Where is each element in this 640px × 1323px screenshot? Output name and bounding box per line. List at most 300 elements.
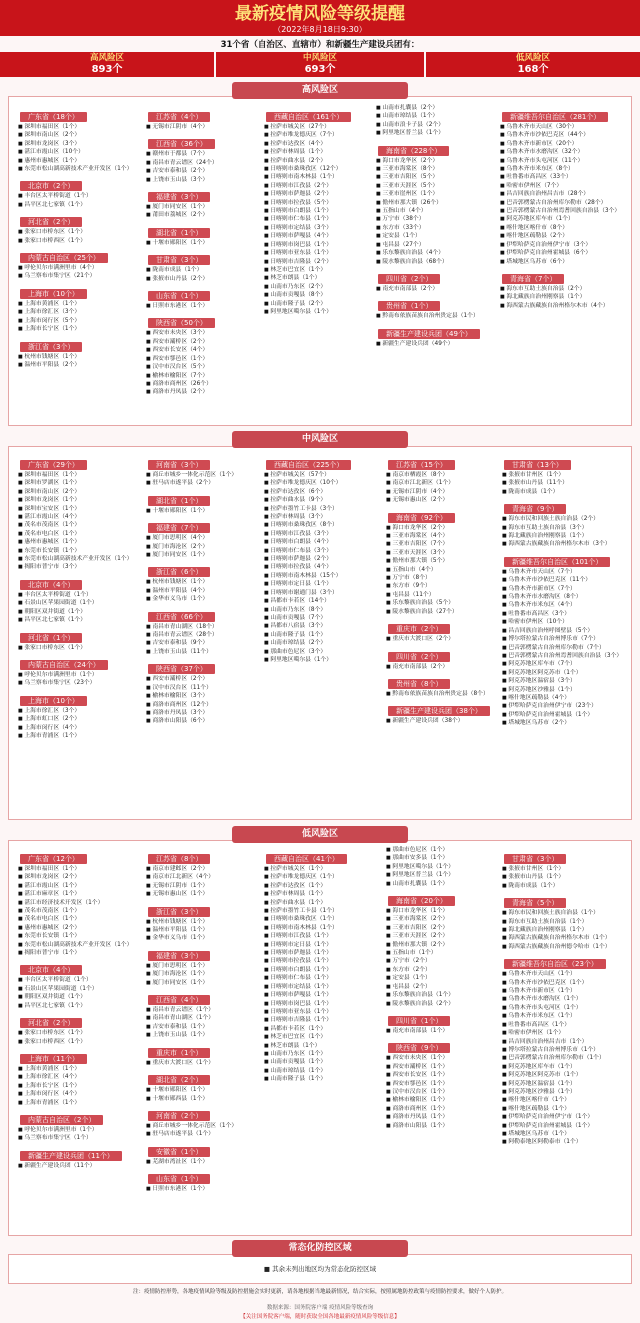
area-item: ■ 石景山区苹果园街道（1个） [16, 599, 140, 607]
area-item: ■ 日喀则市定结县（3个） [262, 224, 372, 232]
area-item: ■ 上饶市玉山县（1个） [144, 1031, 260, 1039]
area-item: ■ 日喀则市江孜县（2个） [262, 182, 372, 190]
province-label: 江苏省（8个） [148, 854, 210, 864]
area-item: ■ 三亚市海棠区（8个） [374, 165, 494, 173]
area-item: ■ 南昌市青山湖区（18个） [144, 623, 260, 631]
area-item: ■ 乐东黎族自治县（4个） [374, 249, 494, 257]
area-item: ■ 无锡市江阴市（4个） [384, 488, 498, 496]
area-item: ■ 拉萨市曲水县（9个） [262, 496, 382, 504]
area-item: ■ 昌平区北七家镇（1个） [16, 616, 140, 624]
area-item: ■ 茂名市电白区（1个） [16, 530, 140, 538]
area-item: ■ 南充市南部县（2个） [374, 285, 494, 293]
area-item: ■ 杭州市钱塘区（1个） [16, 353, 140, 361]
area-item: ■ 西安市鄠邑区（1个） [384, 1080, 498, 1088]
area-item: ■ 上海市黄浦区（1个） [16, 300, 140, 308]
area-item: ■ 那曲市安多县（1个） [384, 854, 498, 862]
count-value: 168个 [517, 64, 549, 75]
count-low [426, 52, 640, 77]
area-item: ■ 三亚市天涯区（2个） [384, 932, 498, 940]
medium-col-5 [500, 452, 628, 816]
province-label: 海南省（228个） [378, 146, 449, 156]
area-item: ■ 乌鲁木齐市水磨沟区（32个） [498, 148, 628, 156]
province-label: 贵州省（1个） [378, 301, 440, 311]
area-item: ■ 无锡市惠山区（1个） [144, 890, 260, 898]
area-item: ■ 林芝市朗县（1个） [262, 1042, 382, 1050]
area-item: ■ 吉安市泰和县（2个） [144, 167, 260, 175]
province-label: 福建省（3个） [148, 951, 210, 961]
high-col-2 [144, 104, 260, 422]
area-item: ■ 日喀则市桑珠孜区（8个） [262, 521, 382, 529]
area-item: ■ 榆林市榆阳区（7个） [144, 372, 260, 380]
area-item: ■ 日喀则市仁布县（1个） [262, 215, 372, 223]
area-item: ■ 商丘市城乡一体化示范区（1个） [144, 471, 260, 479]
area-item: ■ 深圳市龙岗区（1个） [16, 496, 140, 504]
province-label: 新疆维吾尔自治区（281个） [502, 112, 608, 122]
medium-risk-band: 中风险区 [232, 431, 408, 448]
area-item: ■ 西安市未央区（3个） [144, 329, 260, 337]
area-item: ■ 日照市东港区（1个） [144, 1185, 260, 1193]
area-item: ■ 无锡市江阴市（1个） [144, 882, 260, 890]
area-item: ■ 张掖市甘州区（1个） [500, 471, 628, 479]
medium-col-1 [16, 452, 140, 816]
area-item: ■ 西安市灞桥区（1个） [384, 1063, 498, 1071]
high-col-3 [262, 104, 372, 422]
area-item: ■ 乌兰察布市集宁区（23个） [16, 679, 140, 687]
area-item: ■ 海西蒙古族藏族自治州格尔木市（4个） [498, 302, 628, 310]
area-item: ■ 拉萨市林周县（3个） [262, 513, 382, 521]
area-item: ■ 上海市闵行区（4个） [16, 1090, 140, 1098]
area-item: ■ 朝阳区双井街道（1个） [16, 608, 140, 616]
area-item: ■ 阿克苏地区温宿县（3个） [500, 677, 628, 685]
area-item: ■ 日喀则市萨迦县（1个） [262, 949, 382, 957]
low-col-4 [384, 846, 498, 1232]
area-item: ■ 乌鲁木齐市米东区（4个） [500, 601, 628, 609]
count-high [0, 52, 214, 77]
area-item: ■ 陇南市成县（1个） [500, 882, 628, 890]
area-item: ■ 上饶市玉山县（3个） [144, 176, 260, 184]
province-label: 河北省（1个） [20, 633, 82, 643]
province-label: 新疆生产建设兵团（38个） [388, 706, 490, 716]
province-label: 江苏省（15个） [388, 460, 455, 470]
province-label: 内蒙古自治区（2个） [20, 1115, 103, 1125]
province-label: 河南省（3个） [148, 460, 210, 470]
area-item: ■ 伊犁哈萨克自治州霍城县（1个） [500, 711, 628, 719]
province-label: 北京市（4个） [20, 580, 82, 590]
province-label: 河北省（2个） [20, 217, 82, 227]
area-item: ■ 日喀则市江孜县（3个） [262, 530, 382, 538]
province-label: 浙江省（6个） [148, 567, 210, 577]
area-item: ■ 上海市徐汇区（3个） [16, 308, 140, 316]
area-item: ■ 拉萨市达孜区（6个） [262, 488, 382, 496]
area-item: ■ 定安县（1个） [374, 232, 494, 240]
area-item: ■ 南昌市青云谱区（24个） [144, 159, 260, 167]
province-label: 湖北省（2个） [148, 1075, 210, 1085]
area-item: ■ 日喀则市白朗县（4个） [262, 538, 382, 546]
area-item: ■ 杭州市钱塘区（1个） [144, 918, 260, 926]
count-value: 893个 [91, 64, 123, 75]
province-label: 江苏省（4个） [148, 112, 210, 122]
area-item: ■ 拉萨市城关区（57个） [262, 471, 382, 479]
province-label: 新疆维吾尔自治区（101个） [504, 557, 610, 567]
area-item: ■ 阿里地区噶尔县（1个） [262, 656, 382, 664]
province-label: 上海市（11个） [20, 1054, 87, 1064]
area-item: ■ 十堰市郧西县（1个） [144, 1095, 260, 1103]
area-item: ■ 上海市闵行区（5个） [16, 317, 140, 325]
area-item: ■ 海西蒙古族藏族自治州德令哈市（1个） [500, 943, 628, 951]
area-item: ■ 南昌市青云谱区（1个） [144, 1006, 260, 1014]
area-item: ■ 南充市南部县（2个） [384, 663, 498, 671]
province-label: 浙江省（3个） [20, 342, 82, 352]
area-item: ■ 厦门市思明区（1个） [144, 962, 260, 970]
area-item: ■ 温州市平阳县（1个） [144, 926, 260, 934]
area-item: ■ 丰台区太平桥街道（1个） [16, 591, 140, 599]
area-item: ■ 屯昌县（27个） [374, 241, 494, 249]
area-item: ■ 海口市龙华区（1个） [384, 907, 498, 915]
area-item: ■ 上海市徐汇区（4个） [16, 1073, 140, 1081]
area-item: ■ 深圳市罗湖区（1个） [16, 479, 140, 487]
area-item: ■ 深圳市龙岗区（2个） [16, 873, 140, 881]
summary-line: 31个省（自治区、直辖市）和新疆生产建设兵团有： [220, 40, 420, 50]
area-item: ■ 山南市乃东区（2个） [262, 283, 372, 291]
count-label: 低风险区 [515, 53, 550, 63]
area-item: ■ 乌鲁木齐市头屯河区（1个） [500, 1004, 628, 1012]
area-item: ■ 东方市（9个） [384, 582, 498, 590]
area-item: ■ 海东市民和回族土族自治县（2个） [500, 515, 628, 523]
area-item: ■ 日喀则市仁布县（1个） [262, 974, 382, 982]
area-item: ■ 上海市长宁区（1个） [16, 1082, 140, 1090]
area-item: ■ 深圳市宝安区（1个） [16, 505, 140, 513]
area-item: ■ 哈密市伊州区（1个） [500, 1029, 628, 1037]
province-label: 青海省（7个） [502, 274, 564, 284]
area-item: ■ 拉萨市墨竹工卡县（3个） [262, 505, 382, 513]
area-item: ■ 三亚市吉阳区（2个） [384, 924, 498, 932]
medium-col-2 [144, 452, 260, 816]
area-item: ■ 日照市东港区（1个） [144, 302, 260, 310]
province-label: 甘肃省（3个） [148, 255, 210, 265]
area-item: ■ 日喀则市江孜县（1个） [262, 932, 382, 940]
area-item: ■ 昌平区北七家镇（1个） [16, 201, 140, 209]
area-item: ■ 莆田市荔城区（2个） [144, 211, 260, 219]
area-item: ■ 湛江市霞山区（1个） [16, 882, 140, 890]
area-item: ■ 昌平区北七家镇（1个） [16, 1002, 140, 1010]
area-item: ■ 昌都市卡若区（1个） [262, 1025, 382, 1033]
low-col-3 [262, 846, 382, 1232]
area-item: ■ 日喀则市亚东县（1个） [262, 249, 372, 257]
area-item: ■ 商洛市商州区（12个） [144, 701, 260, 709]
area-item: ■ 阿克苏地区阿克苏市（1个） [500, 1071, 628, 1079]
area-item: ■ 商洛市丹凤县（1个） [384, 1113, 498, 1121]
low-col-1 [16, 846, 140, 1232]
high-col-1 [16, 104, 140, 422]
area-item: ■ 深圳市福田区（1个） [16, 471, 140, 479]
area-item: ■ 乌鲁木齐市米东区（8个） [498, 165, 628, 173]
area-item: ■ 南京市江北新区（4个） [144, 873, 260, 881]
area-item: ■ 乌鲁木齐市沙依巴克区（44个） [498, 131, 628, 139]
area-item: ■ 南京市江北新区（1个） [384, 479, 498, 487]
low-col-2 [144, 846, 260, 1232]
medium-col-4 [384, 452, 498, 816]
area-item: ■ 三亚市吉阳区（7个） [384, 540, 498, 548]
area-item: ■ 日喀则市拉孜县（5个） [262, 199, 372, 207]
area-item: ■ 湛江市霞山区（4个） [16, 513, 140, 521]
area-item: ■ 伊犁哈萨克自治州霍城县（1个） [500, 1122, 628, 1130]
province-label: 广东省（18个） [20, 112, 87, 122]
province-label: 福建省（3个） [148, 192, 210, 202]
area-item: ■ 朝阳区双井街道（1个） [16, 993, 140, 1001]
count-label: 高风险区 [89, 53, 124, 63]
area-item: ■ 新疆生产建设兵团（38个） [384, 717, 498, 725]
province-label: 广东省（29个） [20, 460, 87, 470]
area-item: ■ 吉安市泰和县（1个） [144, 1023, 260, 1031]
area-item: ■ 乌鲁木齐市米东区（1个） [500, 1012, 628, 1020]
area-item: ■ 东莞市松山湖高新技术产业开发区（1个） [16, 555, 140, 563]
area-item: ■ 那曲市色尼区（3个） [262, 648, 382, 656]
area-item: ■ 吐鲁番市高昌区（3个） [500, 610, 628, 618]
area-item: ■ 茂名市茂南区（1个） [16, 907, 140, 915]
area-item: ■ 东莞市松山湖高新技术产业开发区（1个） [16, 941, 140, 949]
area-item: ■ 张掖市山丹县（1个） [500, 873, 628, 881]
area-item: ■ 上海市黄浦区（1个） [16, 1065, 140, 1073]
area-item: ■ 商丘市城乡一体化示范区（1个） [144, 1122, 260, 1130]
province-label: 青海省（5个） [504, 898, 566, 908]
area-item: ■ 阿里地区普兰县（1个） [374, 129, 494, 137]
area-item: ■ 乐东黎族自治县（5个） [384, 599, 498, 607]
area-item: ■ 三亚市海棠区（2个） [384, 915, 498, 923]
area-item: ■ 呼伦贝尔市满洲里市（4个） [16, 264, 140, 272]
area-item: ■ 儋州市那大镇（2个） [384, 941, 498, 949]
area-item: ■ 上海市闵行区（4个） [16, 724, 140, 732]
province-label: 山东省（1个） [148, 291, 210, 301]
area-item: ■ 海口市龙华区（2个） [374, 157, 494, 165]
area-item: ■ 林芝市巴宜区（1个） [262, 1033, 382, 1041]
area-item: ■ 湛江市霞山区（10个） [16, 148, 140, 156]
province-label: 安徽省（1个） [148, 1147, 210, 1157]
area-item: ■ 日喀则市定日县（1个） [262, 580, 382, 588]
area-item: ■ 陵水黎族自治县（68个） [374, 258, 494, 266]
area-item: ■ 陇南市成县（1个） [500, 488, 628, 496]
area-item: ■ 山南市隆子县（1个） [262, 1075, 382, 1083]
area-item: ■ 日喀则市萨迦县（2个） [262, 190, 372, 198]
province-label: 山东省（1个） [148, 1174, 210, 1184]
area-item: ■ 商洛市山阳县（6个） [144, 717, 260, 725]
area-item: ■ 茂名市电白区（1个） [16, 915, 140, 923]
area-item: ■ 东方市（33个） [374, 224, 494, 232]
area-item: ■ 三亚市天涯区（5个） [374, 182, 494, 190]
province-label: 浙江省（3个） [148, 907, 210, 917]
area-item: ■ 山南市乃东区（8个） [262, 606, 382, 614]
area-item: ■ 山南市隆子县（1个） [262, 631, 382, 639]
area-item: ■ 南昌市青山湖区（1个） [144, 1014, 260, 1022]
area-item: ■ 拉萨市墨竹工卡县（1个） [262, 907, 382, 915]
area-item: ■ 厦门市同安区（1个） [144, 203, 260, 211]
area-item: ■ 屯昌县（2个） [384, 983, 498, 991]
area-item: ■ 日喀则市仁布县（3个） [262, 547, 382, 555]
province-label: 上海市（10个） [20, 289, 87, 299]
area-item: ■ 林芝市朗县（1个） [262, 274, 372, 282]
area-item: ■ 上海市青浦区（1个） [16, 732, 140, 740]
area-item: ■ 三亚市吉阳区（5个） [374, 173, 494, 181]
area-item: ■ 西安市长安区（4个） [144, 346, 260, 354]
area-item: ■ 乌鲁木齐市头屯河区（11个） [498, 157, 628, 165]
area-item: ■ 万宁市（38个） [374, 215, 494, 223]
area-item: ■ 山南市扎囊县（1个） [384, 880, 498, 888]
area-item: ■ 西安市未央区（1个） [384, 1054, 498, 1062]
area-item: ■ 拉萨市堆龙德庆区（7个） [262, 131, 372, 139]
area-item: ■ 杭州市钱塘区（1个） [144, 578, 260, 586]
area-item: ■ 上海市青浦区（1个） [16, 1099, 140, 1107]
area-item: ■ 拉萨市城关区（1个） [262, 865, 382, 873]
area-item: ■ 万宁市（2个） [384, 957, 498, 965]
area-item: ■ 昌吉回族自治州昌吉市（1个） [500, 1038, 628, 1046]
area-item: ■ 乌鲁木齐市水磨沟区（8个） [500, 593, 628, 601]
area-item: ■ 日喀则市南木林县（1个） [262, 173, 372, 181]
area-item: ■ 山南市琼结县（1个） [374, 112, 494, 120]
province-label: 西藏自治区（41个） [266, 854, 347, 864]
normal-band: 常态化防控区域 [232, 1240, 408, 1257]
area-item: ■ 乌鲁木齐市新市区（7个） [500, 585, 628, 593]
count-medium [216, 52, 424, 77]
province-label: 北京市（2个） [20, 181, 82, 191]
area-item: ■ 石景山区苹果园街道（1个） [16, 985, 140, 993]
area-item: ■ 昌都市卡若区（14个） [262, 597, 382, 605]
area-item: ■ 陇南市成县（1个） [144, 266, 260, 274]
area-item: ■ 东莞市松山湖高新技术产业开发区（1个） [16, 165, 140, 173]
area-item: ■ 商洛市商州区（26个） [144, 380, 260, 388]
area-item: ■ 山南市隆子县（2个） [262, 300, 372, 308]
area-item: ■ 乌鲁木齐市新市区（1个） [500, 987, 628, 995]
province-label: 湖北省（1个） [148, 496, 210, 506]
area-item: ■ 山南市贡嘎县（7个） [262, 614, 382, 622]
area-item: ■ 厦门市同安区（1个） [144, 551, 260, 559]
area-item: ■ 乌鲁木齐市天山区（1个） [500, 970, 628, 978]
area-item: ■ 张家口市桥西区（1个） [16, 237, 140, 245]
update-time: （2022年8月18日9:30） [273, 25, 367, 34]
area-item: ■ 拉萨市堆龙德庆区（10个） [262, 479, 382, 487]
area-item: ■ 阿克苏地区温宿县（1个） [500, 1080, 628, 1088]
province-label: 上海市（10个） [20, 696, 87, 706]
area-item: ■ 乌鲁木齐市天山区（30个） [498, 123, 628, 131]
area-item: ■ 海北藏族自治州刚察县（1个） [498, 293, 628, 301]
area-item: ■ 揭阳市普宁市（1个） [16, 949, 140, 957]
area-item: ■ 上海市虹口区（2个） [16, 715, 140, 723]
province-label: 贵州省（8个） [388, 679, 450, 689]
province-label: 重庆市（2个） [388, 624, 450, 634]
area-item: ■ 西安市灞桥区（2个） [144, 338, 260, 346]
area-item: ■ 无锡市惠山区（2个） [384, 496, 498, 504]
area-item: ■ 商洛市商州区（1个） [384, 1105, 498, 1113]
area-item: ■ 日喀则市萨迦县（2个） [262, 555, 382, 563]
province-label: 江西省（4个） [148, 995, 210, 1005]
province-label: 四川省（1个） [388, 1016, 450, 1026]
province-label: 新疆生产建设兵团（49个） [378, 329, 480, 339]
low-col-5 [500, 846, 628, 1232]
province-label: 湖北省（1个） [148, 228, 210, 238]
area-item: ■ 伊犁哈萨克自治州伊宁市（3个） [498, 241, 628, 249]
area-item: ■ 榆林市榆阳区（3个） [144, 692, 260, 700]
area-item: ■ 山南市贡嘎县（8个） [262, 291, 372, 299]
area-item: ■ 山南市贡嘎县（1个） [262, 1058, 382, 1066]
area-item: ■ 厦门市海沧区（1个） [144, 970, 260, 978]
area-item: ■ 日喀则市吉隆县（2个） [262, 258, 372, 266]
area-item: ■ 重庆市大渡口区（1个） [144, 1059, 260, 1067]
area-item: ■ 屯昌县（11个） [384, 591, 498, 599]
area-item: ■ 阿克苏地区库车市（7个） [500, 660, 628, 668]
area-item: ■ 伊犁哈萨克自治州霍城县（6个） [498, 249, 628, 257]
area-item: ■ 商洛市丹凤县（2个） [144, 388, 260, 396]
area-item: ■ 那曲市色尼区（1个） [384, 846, 498, 854]
area-item: ■ 赣州市于都县（7个） [144, 150, 260, 158]
area-item: ■ 张掖市山丹县（11个） [500, 479, 628, 487]
area-item: ■ 南充市南部县（1个） [384, 1027, 498, 1035]
area-item: ■ 阿克苏地区阿克苏市（1个） [500, 669, 628, 677]
area-item: ■ 南昌市青云谱区（28个） [144, 631, 260, 639]
province-label: 青海省（9个） [504, 504, 566, 514]
area-item: ■ 日喀则市白朗县（1个） [262, 207, 372, 215]
area-item: ■ 塔城地区乌苏市（2个） [500, 719, 628, 727]
area-item: ■ 惠州市惠城区（1个） [16, 538, 140, 546]
area-item: ■ 昌吉回族自治州昌吉市（28个） [498, 190, 628, 198]
area-item: ■ 五指山市（4个） [374, 207, 494, 215]
area-item: ■ 海东市互助土族自治县（1个） [500, 918, 628, 926]
area-item: ■ 十堰市郧阳区（1个） [144, 239, 260, 247]
area-item: ■ 陵水黎族自治县（2个） [384, 1000, 498, 1008]
area-item: ■ 深圳市龙岗区（3个） [16, 140, 140, 148]
area-item: ■ 上海市徐汇区（3个） [16, 707, 140, 715]
area-item: ■ 海北藏族自治州刚察县（1个） [500, 532, 628, 540]
area-item: ■ 呼伦贝尔市满洲里市（1个） [16, 1126, 140, 1134]
province-label: 内蒙古自治区（24个） [20, 660, 108, 670]
province-label: 广东省（12个） [20, 854, 87, 864]
area-item: ■ 日喀则市定日县（1个） [262, 941, 382, 949]
area-item: ■ 东莞市长安镇（1个） [16, 932, 140, 940]
area-item: ■ 上饶市玉山县（11个） [144, 648, 260, 656]
low-risk-band: 低风险区 [232, 826, 408, 843]
province-label: 河南省（2个） [148, 1111, 210, 1121]
area-item: ■ 吐鲁番市高昌区（1个） [500, 1021, 628, 1029]
area-item: ■ 张家口市桥东区（1个） [16, 644, 140, 652]
area-item: ■ 哈密市伊州区（10个） [500, 618, 628, 626]
area-item: ■ 日喀则市拉孜县（4个） [262, 563, 382, 571]
area-item: ■ 汉中市汉台区（11个） [144, 684, 260, 692]
area-item: ■ 海口市龙华区（2个） [384, 524, 498, 532]
province-label: 甘肃省（13个） [504, 460, 571, 470]
province-label: 内蒙古自治区（25个） [20, 253, 108, 263]
area-item: ■ 日喀则市岗巴县（1个） [262, 1000, 382, 1008]
area-item: ■ 新疆生产建设兵团（49个） [374, 340, 494, 348]
area-item: ■ 昌吉回族自治州呼图壁县（5个） [500, 627, 628, 635]
area-item: ■ 日喀则市拉孜县（1个） [262, 957, 382, 965]
province-label: 新疆维吾尔自治区（23个） [504, 959, 606, 969]
area-item: ■ 日喀则市南木林县（15个） [262, 572, 382, 580]
province-label: 陕西省（37个） [148, 664, 215, 674]
area-item: ■ 乌鲁木齐市沙依巴克区（1个） [500, 979, 628, 987]
area-item: ■ 拉萨市达孜区（4个） [262, 140, 372, 148]
area-item: ■ 乌鲁木齐市沙依巴克区（11个） [500, 576, 628, 584]
area-item: ■ 拉萨市曲水县（1个） [262, 899, 382, 907]
province-label: 四川省（2个） [378, 274, 440, 284]
area-item: ■ 吐鲁番市高昌区（33个） [498, 173, 628, 181]
province-label: 海南省（20个） [388, 896, 455, 906]
area-item: ■ 阿克苏地区沙雅县（1个） [500, 686, 628, 694]
area-item: ■ 重庆市大渡口区（2个） [384, 635, 498, 643]
area-item: ■ 山南市乃东区（1个） [262, 1050, 382, 1058]
area-item: ■ 塔城地区乌苏市（6个） [498, 258, 628, 266]
area-item: ■ 张家口市桥西区（1个） [16, 1038, 140, 1046]
area-item: ■ 海东市互助土族自治县（3个） [500, 524, 628, 532]
area-item: ■ 乐东黎族自治县（1个） [384, 991, 498, 999]
province-label: 新疆生产建设兵团（11个） [20, 1151, 122, 1161]
area-item: ■ 驻马店市遂平县（2个） [144, 479, 260, 487]
